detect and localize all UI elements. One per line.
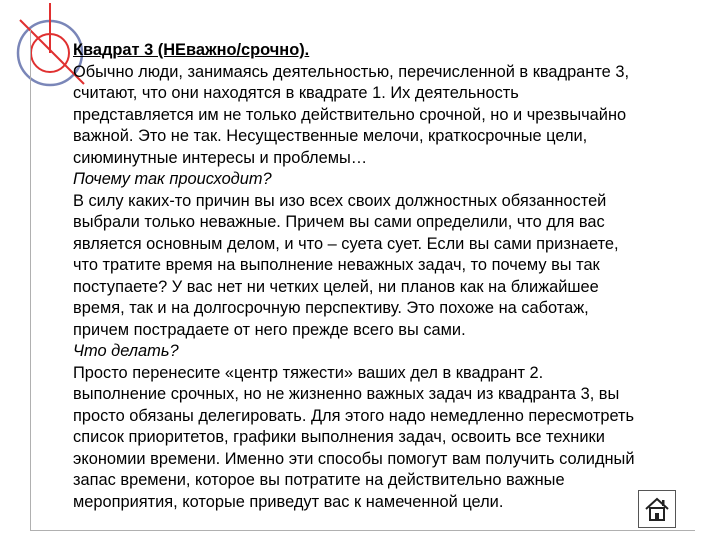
paragraph-line: поступаете? У вас нет ни четких целей, ни планов как на ближайшее: [73, 277, 599, 296]
paragraph-line: В силу каких-то причин вы изо всех своих должностных обязанностей: [73, 191, 607, 210]
paragraph-line: Просто перенесите «центр тяжести» ваших дел в квадрант 2.: [73, 363, 544, 382]
paragraph-line: причем пострадаете от него прежде всего вы сами.: [73, 320, 466, 339]
paragraph-line: экономии времени. Именно эти способы помогут вам получить солидный: [73, 449, 635, 468]
slide-body: [73, 40, 693, 513]
paragraph-line: время, так и на долгосрочную перспективу. Это похоже на саботаж,: [73, 299, 589, 317]
home-button[interactable]: [638, 490, 676, 528]
paragraph-line: считают, что они находятся в квадрате 1. Их деятельность: [73, 84, 519, 102]
paragraph-line: Обычно люди, занимаясь деятельностью, перечисленной в квадранте 3,: [73, 62, 630, 81]
paragraph-line: сиюминутные интересы и проблемы…: [73, 148, 368, 167]
home-icon: [643, 495, 671, 523]
paragraph-line: важной. Это не так. Несущественные мелочи, краткосрочные цели,: [73, 127, 588, 145]
question-heading: Что делать?: [73, 342, 179, 360]
paragraph-line: список приоритетов, графики выполнения задач, освоить все техники: [73, 428, 605, 446]
paragraph-line: является основным делом, и что – суета сует. Если вы сами признаете,: [73, 234, 619, 253]
question-heading: Почему так происходит?: [73, 170, 272, 188]
slide-title: Квадрат 3 (НЕважно/срочно).: [73, 41, 310, 59]
paragraph-line: запас времени, которое вы потратите на действительно важные: [73, 471, 565, 489]
paragraph-line: выполнение срочных, но не жизненно важных задач из квадранта 3, вы: [73, 385, 620, 403]
paragraph-line: представляется им не только действительно срочной, но и чрезвычайно: [73, 105, 627, 124]
paragraph-line: выбрали только неважные. Причем вы сами определили, что для вас: [73, 213, 605, 231]
paragraph-line: мероприятия, которые приведут вас к намеченной цели.: [73, 492, 504, 511]
paragraph-line: просто обязаны делегировать. Для этого надо немедленно пересмотреть: [73, 406, 635, 425]
paragraph-line: что тратите время на выполнение неважных задач, то почему вы так: [73, 256, 600, 274]
